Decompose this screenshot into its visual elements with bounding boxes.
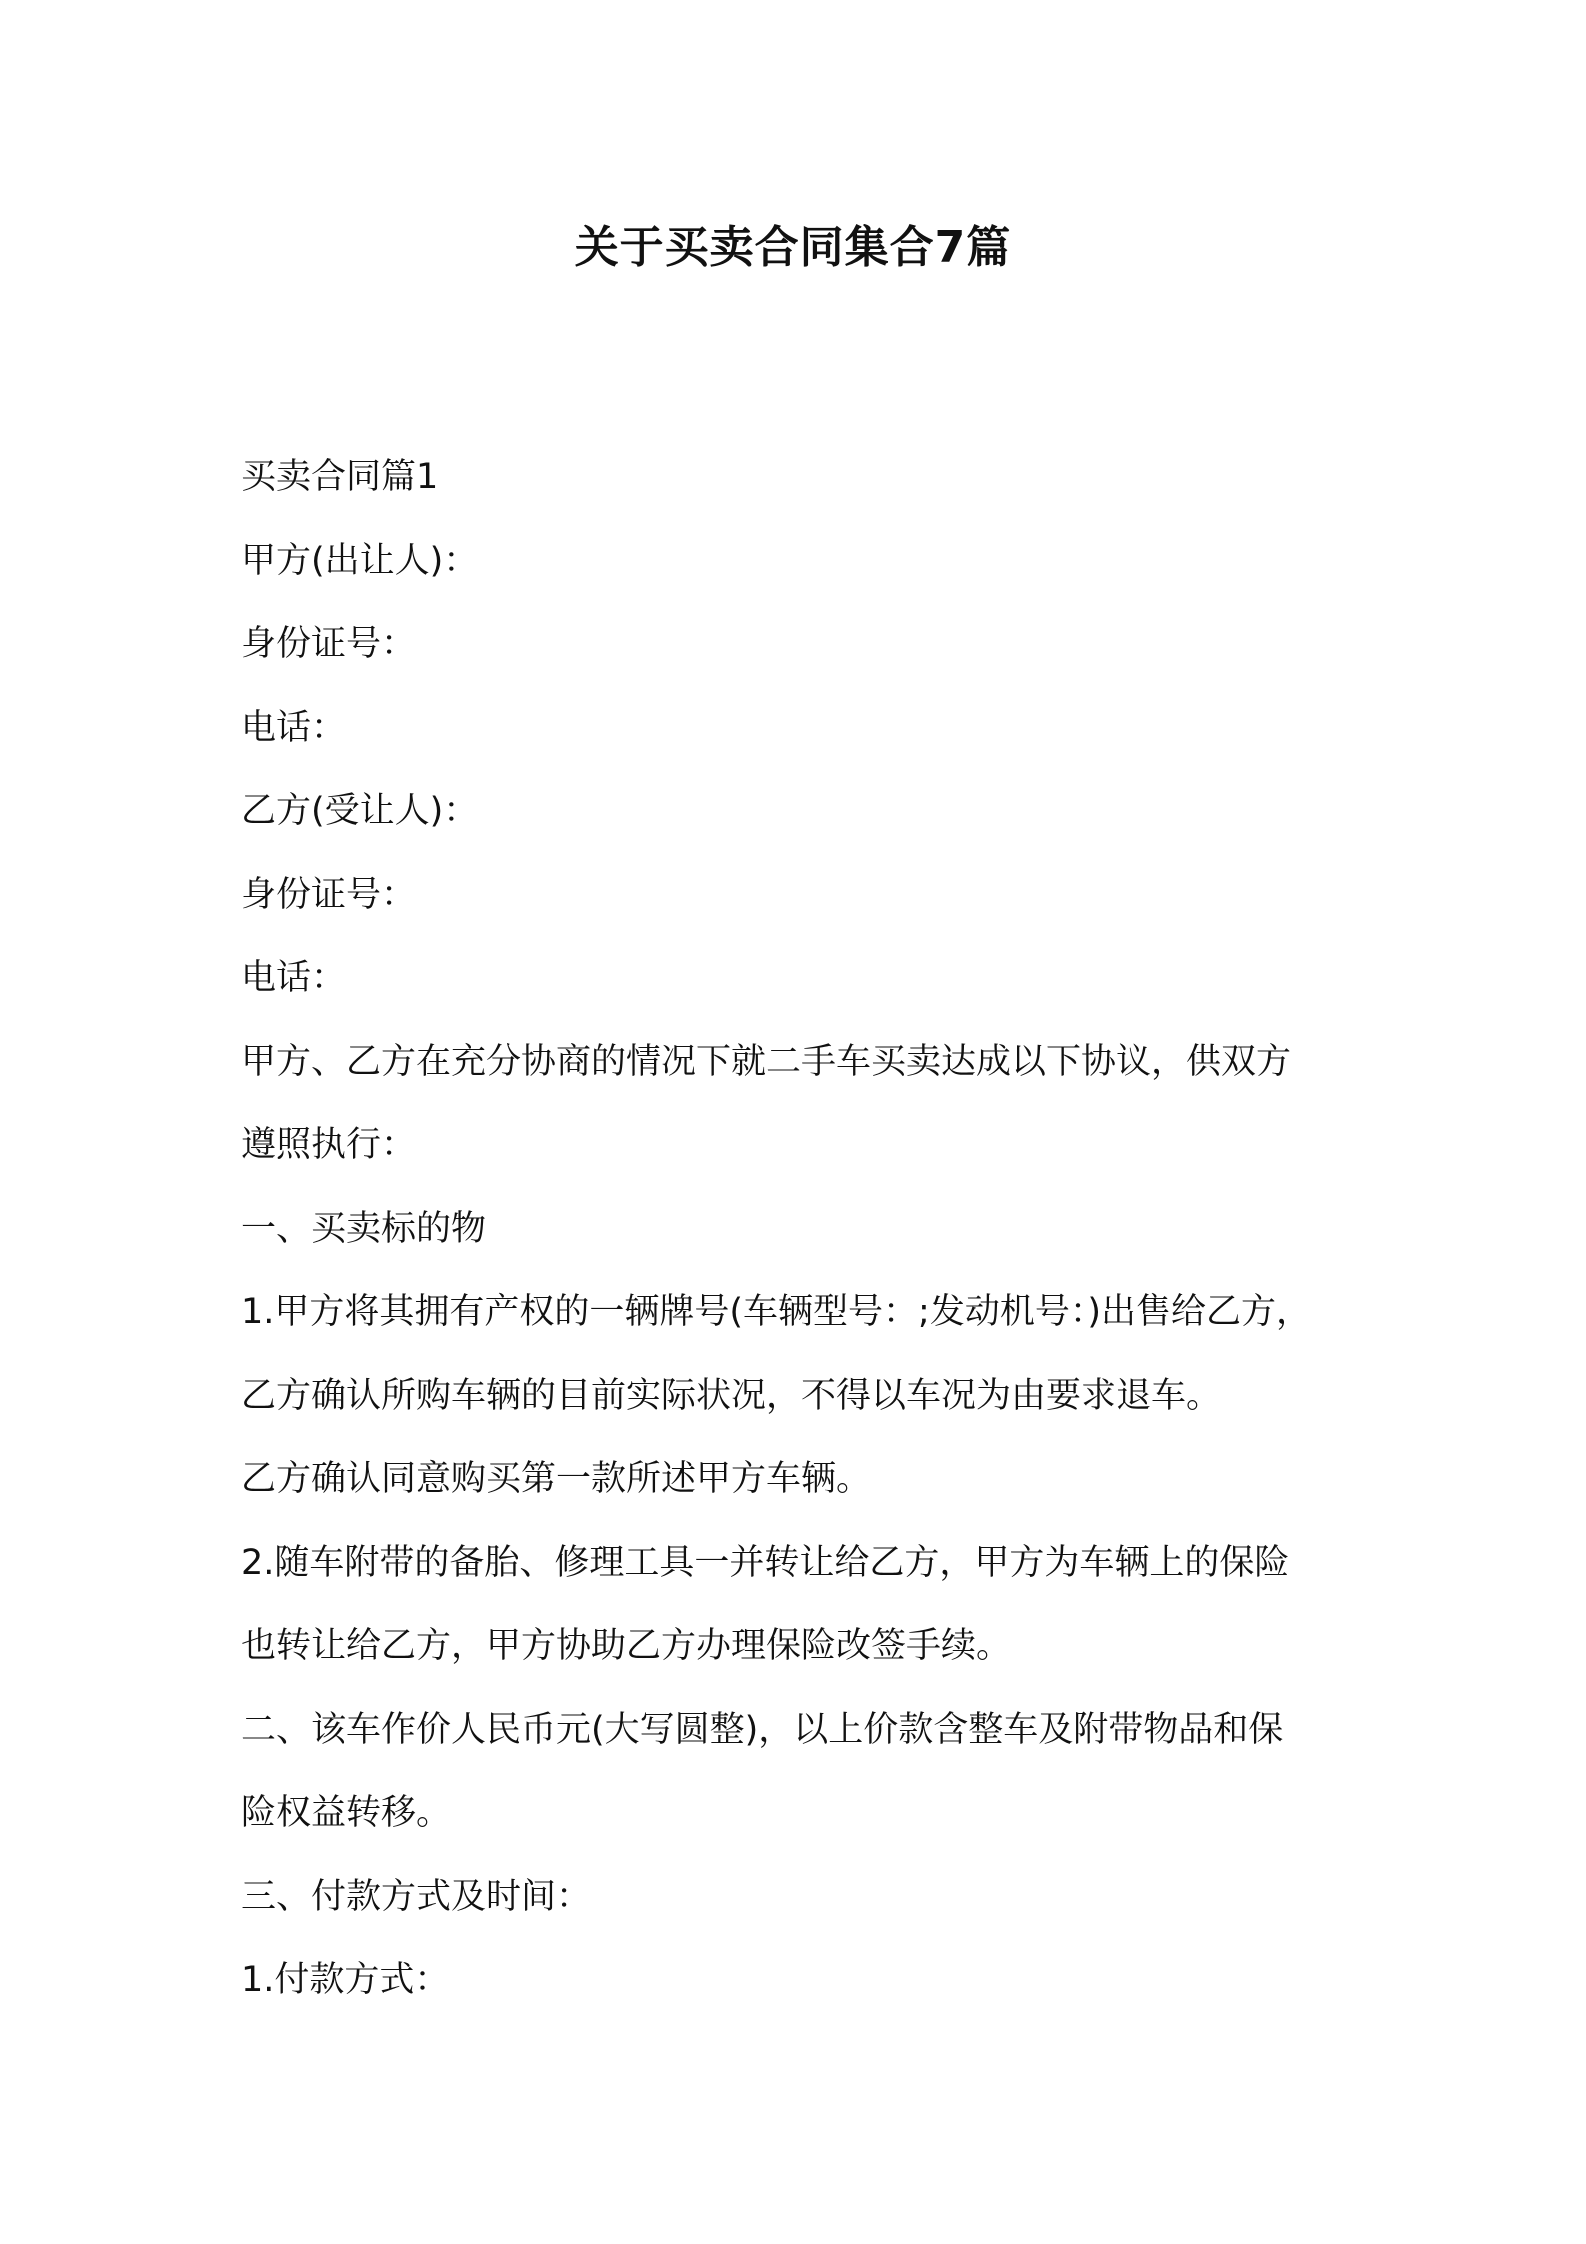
page-title: 关于买卖合同集合7篇 xyxy=(574,222,1012,273)
party-a-id-field: 身份证号： xyxy=(241,624,417,664)
party-b-id-field: 身份证号： xyxy=(241,874,417,915)
paragraph-line: 1.付款方式： xyxy=(241,1960,450,2000)
document-body xyxy=(241,436,1371,2023)
party-a-phone-field: 电话： xyxy=(241,707,347,748)
paragraph-line: 乙方确认所购车辆的目前实际状况，不得以车况为由要求退车。 xyxy=(241,1375,1222,1416)
paragraph-line: 遵照执行： xyxy=(241,1125,417,1165)
party-b-phone-field: 电话： xyxy=(241,958,347,998)
paragraph-line: 险权益转移。 xyxy=(241,1793,452,1833)
paragraph-line: 甲方、乙方在充分协商的情况下就二手车买卖达成以下协议，供双方 xyxy=(241,1041,1292,1082)
clause-heading: 三、付款方式及时间： xyxy=(241,1876,592,1917)
paragraph-line: 2.随车附带的备胎、修理工具一并转让给乙方，甲方为车辆上的保险 xyxy=(241,1542,1290,1583)
paragraph-line: 乙方确认同意购买第一款所述甲方车辆。 xyxy=(241,1459,872,1499)
clause-heading: 一、买卖标的物 xyxy=(241,1208,487,1249)
section-heading-contract-1: 买卖合同篇1 xyxy=(241,457,439,497)
paragraph-line: 也转让给乙方，甲方协助乙方办理保险改签手续。 xyxy=(241,1626,1012,1666)
paragraph-line: 1.甲方将其拥有产权的一辆牌号(车辆型号：;发动机号：)出售给乙方， xyxy=(241,1292,1311,1332)
paragraph-line: 二、该车作价人民币元(大写圆整)，以上价款含整车及附带物品和保 xyxy=(241,1709,1284,1750)
party-b-field: 乙方(受让人)： xyxy=(241,791,479,831)
party-a-field: 甲方(出让人)： xyxy=(241,540,479,581)
